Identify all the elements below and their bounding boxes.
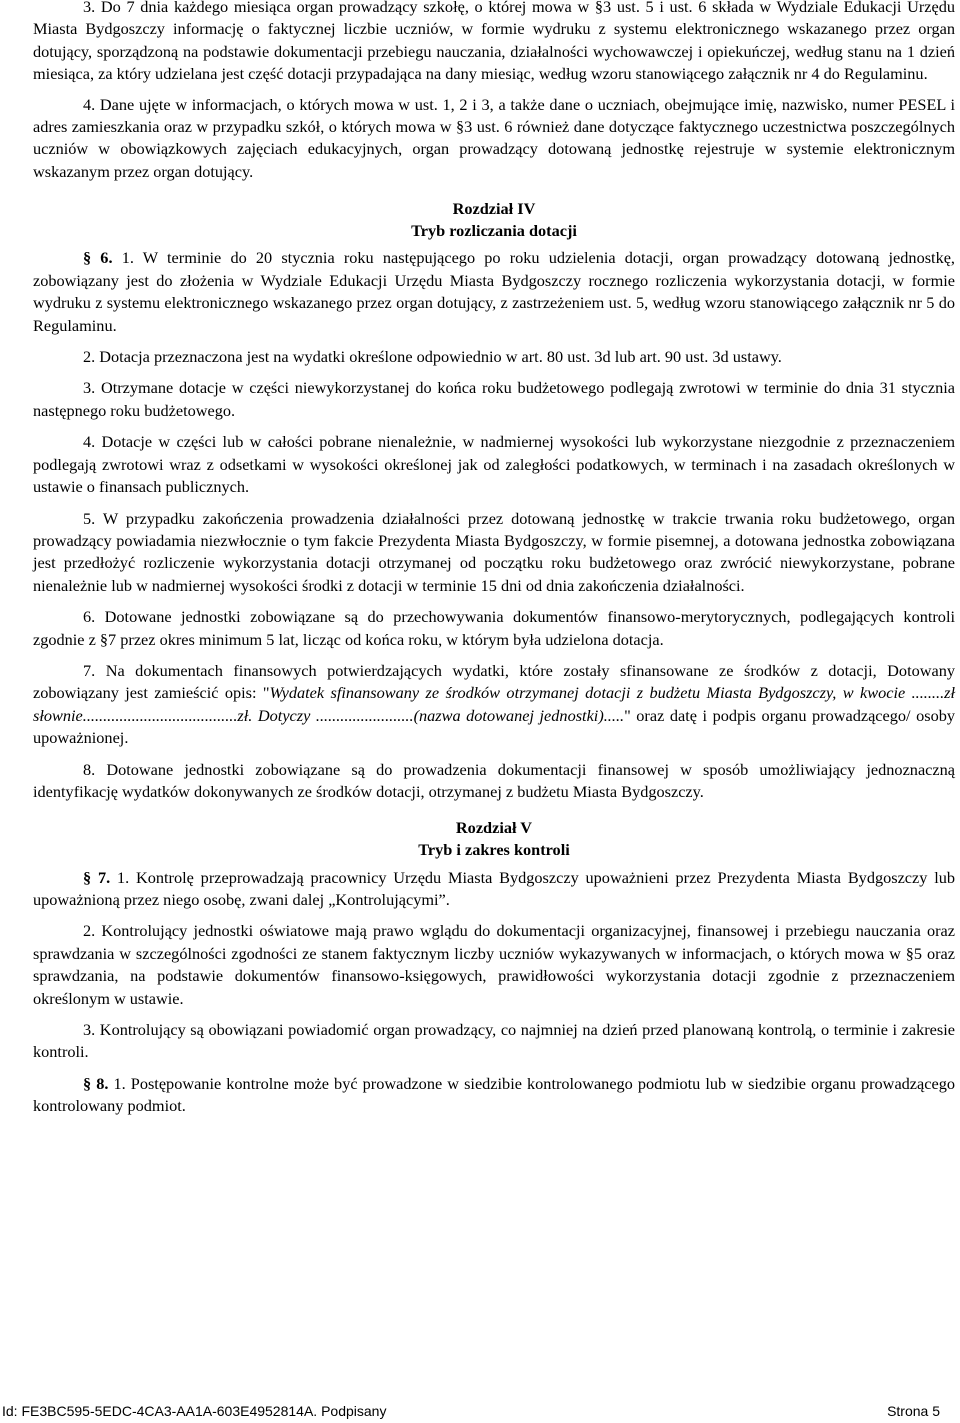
document-id: Id: FE3BC595-5EDC-4CA3-AA1A-603E4952814A. Podpisany	[2, 1403, 387, 1419]
paragraph-6-3: 3. Otrzymane dotacje w części niewykorzystanej do końca roku budżetowego podlegają zwrotowi w terminie do dnia 31 stycznia następnego roku budżetowego.	[33, 378, 955, 420]
paragraph-6-7	[33, 660, 955, 750]
chapter-5-title: Rozdział V	[455, 818, 533, 838]
paragraph-7-3: 3. Kontrolujący są obowiązani powiadomić organ prowadzący, co najmniej na dzień przed planowaną kontrolą, o terminie i zakresie kontroli.	[33, 1020, 955, 1062]
paragraph-7-2: 2. Kontrolujący jednostki oświatowe mają prawo wglądu do dokumentacji organizacyjnej, finansowej i przebiegu nauczania oraz sprawdzania w szczególności zgodności ze stanem faktycznym liczby uczniów wykazywanych w informacjach, o których mowa w §5 oraz sprawdzania, na podstawie dokumentów finansowo-księgowych, prawidłowości wykorzystania dotacji zgodnie z przeznaczeniem określonym w ustawie.	[33, 921, 955, 1008]
section-6-label: § 6.	[83, 248, 113, 268]
paragraph-7-1	[33, 867, 955, 912]
paragraph-6-1	[33, 247, 955, 337]
paragraph-6-4: 4. Dotacje w części lub w całości pobrane nienależnie, w nadmiernej wysokości lub wykorzystane niezgodnie z przeznaczeniem podlegają zwrotowi wraz z odsetkami w wysokości określonej jak od zaległości podatkowych, w terminach i na zasadach określonych w ustawie o finansach publicznych.	[33, 432, 955, 497]
chapter-4-title: Rozdział IV	[452, 199, 536, 219]
section-7-label: § 7.	[83, 867, 111, 887]
paragraph-6-5: 5. W przypadku zakończenia prowadzenia działalności przez dotowaną jednostkę w trakcie trwania roku budżetowego, organ prowadzący powiadamia niezwłocznie o tym fakcie Prezydenta Miasta Bydgoszczy, w formie pisemnej, a dotowana jednostka zobowiązana jest przedłożyć rozliczenie wykorzystania dotacji otrzymanej od początku roku budżetowego oraz zwrócić niewykorzystane, pobrane nienależnie lub w nadmiernej wysokości środki z dotacji w terminie 15 dni od dnia zakończenia działalności.	[33, 508, 955, 595]
chapter-5-heading	[33, 817, 955, 860]
chapter-5-subtitle: Tryb i zakres kontroli	[418, 839, 570, 859]
expense-description-template: Wydatek sfinansowany ze środków otrzymanej dotacji z budżetu Miasta Bydgoszczy, w kwocie ........zł słownie......................................zł. Dotyczy ........................(nazwa dotowanej jednostki).....	[33, 683, 956, 725]
paragraph-7-1-text: 1. Kontrolę przeprowadzają pracownicy Urzędu Miasta Bydgoszczy upoważnieni przez Prezydenta Miasta Bydgoszczy lub upoważnioną przez niego osobę, zwani dalej „Kontrolującymi”.	[33, 867, 956, 909]
paragraph-6-1-text: 1. W terminie do 20 stycznia roku następującego po roku udzielenia dotacji, organ prowadzący dotowaną jednostkę, zobowiązany jest do złożenia w Wydziale Edukacji Urzędu Miasta Bydgoszczy rocznego rozliczenia wykorzystania dotacji, w formie wydruku z systemu elektronicznego wskazanego przez organ dotujący, z zastrzeżeniem ust. 5, według wzoru stanowiącego załącznik nr 5 do Regulaminu.	[33, 248, 956, 335]
paragraph-8-1	[33, 1073, 955, 1118]
section-8-label: § 8.	[83, 1073, 109, 1093]
paragraph-5-4: 4. Dane ujęte w informacjach, o których mowa w ust. 1, 2 i 3, a także dane o uczniach, obejmujące imię, nazwisko, numer PESEL i adres zamieszkania oraz w przypadku szkół, o których mowa w §3 ust. 6 również dane dotyczące faktycznego uczestnictwa poszczególnych uczniów w obowiązkowych zajęciach edukacyjnych, organ prowadzący dotowaną jednostkę rejestruje w systemie elektronicznym wskazanym przez organ dotujący.	[33, 94, 955, 181]
chapter-4-subtitle: Tryb rozliczania dotacji	[411, 220, 577, 240]
paragraph-5-3: 3. Do 7 dnia każdego miesiąca organ prowadzący szkołę, o której mowa w §3 ust. 5 i ust. 6 składa w Wydziale Edukacji Urzędu Miasta Bydgoszczy informację o faktycznej liczbie uczniów, w formie wydruku z systemu elektronicznego wskazanego przez organ dotujący, sporządzoną na podstawie dokumentacji przebiegu nauczania, działalności wychowawczej i opiekuńczej, według stanu na 1 dzień miesiąca, za który udzielana jest część dotacji przypadająca na dany miesiąc, według wzoru stanowiącego załącznik nr 4 do Regulaminu.	[33, 0, 955, 84]
document-page	[33, 0, 955, 1118]
paragraph-8-1-text: 1. Postępowanie kontrolne może być prowadzone w siedzibie kontrolowanego podmiotu lub w siedzibie organu prowadzącego kontrolowany podmiot.	[33, 1073, 955, 1116]
paragraph-6-2: 2. Dotacja przeznaczona jest na wydatki określone odpowiednio w art. 80 ust. 3d lub art. 90 ust. 3d ustawy.	[83, 347, 782, 367]
paragraph-6-7-text: 7. Na dokumentach finansowych potwierdzających wydatki, które zostały sfinansowane ze środków z dotacji, Dotowany zobowiązany jest zamieścić opis: "	[33, 660, 955, 703]
paragraph-6-8: 8. Dotowane jednostki zobowiązane są do prowadzenia dokumentacji finansowej w sposób umożliwiający jednoznaczną identyfikację wydatków dokonywanych ze środków dotacji, otrzymanej z budżetu Miasta Bydgoszczy.	[33, 759, 955, 801]
chapter-4-heading	[33, 198, 955, 241]
page-number: Strona 5	[887, 1403, 940, 1419]
paragraph-6-7-tail: " oraz datę i podpis organu prowadzącego/ osoby upoważnionej.	[33, 705, 955, 748]
paragraph-6-6: 6. Dotowane jednostki zobowiązane są do przechowywania dokumentów finansowo-merytorycznych, podlegających kontroli zgodnie z §7 przez okres minimum 5 lat, licząc od końca roku, w którym była udzielona dotacja.	[33, 607, 955, 649]
